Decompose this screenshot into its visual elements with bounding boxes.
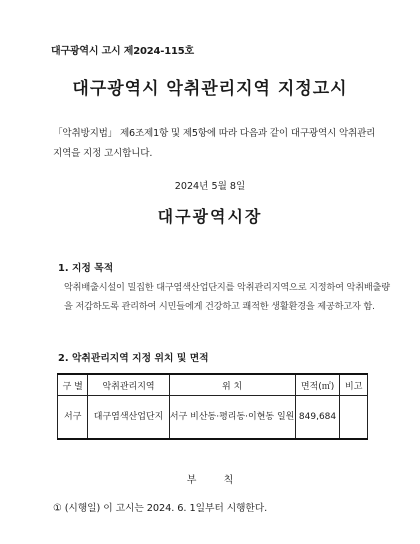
- intro-paragraph: 「악취방지법」 제6조제1항 및 제5항에 따라 다음과 같이 대구광역시 악취관리지역을 지정 고시합니다.: [53, 128, 376, 159]
- section2-title: 2. 악취관리지역 지정 위치 및 면적: [58, 353, 209, 364]
- section1-title: 1. 지정 목적: [58, 263, 114, 274]
- table-header-cell: 구 별: [58, 374, 88, 396]
- table-header-cell: 악취관리지역: [88, 374, 169, 396]
- table-cell-size: 849,684: [295, 396, 340, 440]
- table-header-cell: 면적(㎡): [295, 374, 340, 396]
- table-cell-location: 서구 비산동·평리동·이현동 일원: [169, 396, 295, 440]
- addendum-item: ① (시행일) 이 고시는 2024. 6. 1일부터 시행한다.: [53, 503, 268, 514]
- table-header-row: [58, 374, 368, 396]
- notice-date: 2024년 5월 8일: [174, 181, 246, 192]
- table-cell-remarks: [340, 396, 368, 440]
- notice-number: 대구광역시 고시 제2024-115호: [51, 46, 194, 57]
- designation-table: [57, 373, 368, 440]
- table-header-cell: 비고: [340, 374, 368, 396]
- section1-body: 악취배출시설이 밀집한 대구염색산업단지를 악취관리지역으로 지정하여 악취배출량을 저감하도록 관리하여 시민들에게 건강하고 쾌적한 생활환경을 제공하고자 함.: [64, 282, 390, 312]
- table-header-cell: 위 치: [169, 374, 295, 396]
- issuer-name: 대구광역시장: [157, 207, 263, 226]
- table-row: [58, 396, 368, 440]
- table-cell-area-name: 대구염색산업단지: [88, 396, 169, 440]
- document-title: 대구광역시 악취관리지역 지정고시: [72, 79, 348, 99]
- addendum-title: 부 칙: [186, 475, 234, 486]
- table-cell-district: 서구: [58, 396, 88, 440]
